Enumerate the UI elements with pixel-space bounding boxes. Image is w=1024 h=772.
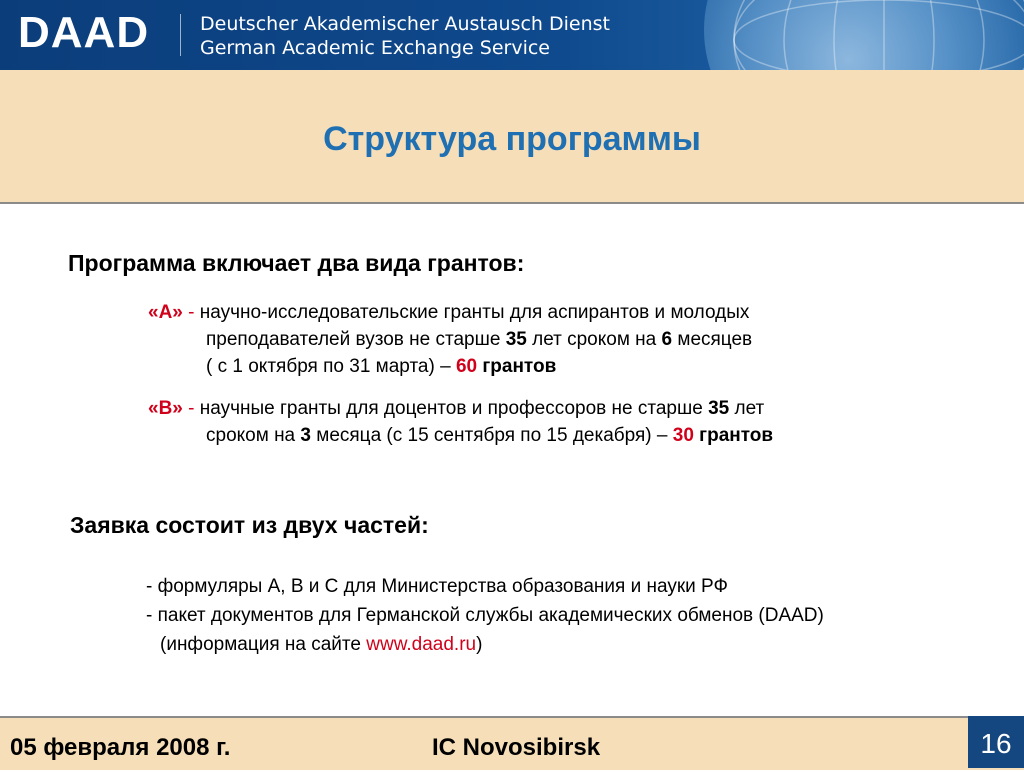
application-item-documents: - пакет документов для Германской службы академических обменов (DAAD): [146, 605, 824, 626]
grant-b-paragraph: [148, 395, 773, 449]
info-text: ): [476, 634, 483, 655]
grant-a-line1: [148, 302, 749, 323]
info-text: (информация на сайте: [160, 634, 367, 655]
org-name-english: German Academic Exchange Service: [200, 37, 550, 59]
grant-a-text: преподавателей вузов не старше: [206, 329, 506, 350]
grant-b-dash: -: [182, 398, 200, 419]
application-item-info: [146, 630, 824, 659]
grant-b-marker: «В»: [148, 398, 183, 419]
grant-a-desc: научно-исследовательские гранты для аспирантов и молодых: [199, 302, 750, 323]
grant-a-line2: [148, 326, 752, 353]
grant-b-months: 3: [300, 425, 311, 446]
grant-a-marker: «А»: [148, 302, 183, 323]
grant-a-months: 6: [661, 329, 673, 350]
application-item-forms: - формуляры A, B и C для Министерства образования и науки РФ: [146, 576, 728, 597]
grant-a-text: лет сроком на: [526, 329, 662, 350]
globe-grid-graphic: [724, 0, 1024, 70]
grants-heading: Программа включает два вида грантов:: [68, 250, 525, 276]
grant-b-count-label: грантов: [693, 425, 774, 446]
daad-website-link[interactable]: www.daad.ru: [366, 634, 477, 655]
grant-a-line3: [148, 353, 752, 380]
footer-location: IC Novosibirsk: [432, 734, 601, 761]
grant-a-period: ( с 1 октября по 31 марта) –: [206, 356, 456, 377]
grant-b-text: сроком на: [206, 425, 301, 446]
logo-divider: [180, 14, 181, 56]
grant-b-text: лет: [729, 398, 765, 419]
grant-a-paragraph: [148, 299, 752, 380]
grant-a-dash: -: [182, 302, 200, 323]
grant-b-line2: [148, 422, 773, 449]
daad-logo: DAAD: [18, 8, 150, 57]
grant-a-age: 35: [505, 329, 527, 350]
grant-a-count: 60: [455, 356, 478, 377]
grant-a-text: месяцев: [672, 329, 753, 350]
grant-b-age: 35: [708, 398, 730, 419]
footer-date: 05 февраля 2008 г.: [10, 734, 231, 761]
application-list: [146, 572, 824, 659]
grant-a-count-label: грантов: [477, 356, 557, 377]
application-heading: Заявка состоит из двух частей:: [70, 512, 429, 538]
org-name-german: Deutscher Akademischer Austausch Dienst: [200, 13, 611, 35]
page-number: 16: [968, 716, 1024, 768]
grant-b-count: 30: [672, 425, 694, 446]
grant-b-desc: научные гранты для доцентов и профессоров не старше: [199, 398, 709, 419]
slide-title: Структура программы: [323, 120, 701, 158]
grant-b-period: месяца (с 15 сентября по 15 декабря) –: [310, 425, 673, 446]
header-banner: [0, 0, 1024, 70]
grant-b-line1: [148, 398, 764, 419]
